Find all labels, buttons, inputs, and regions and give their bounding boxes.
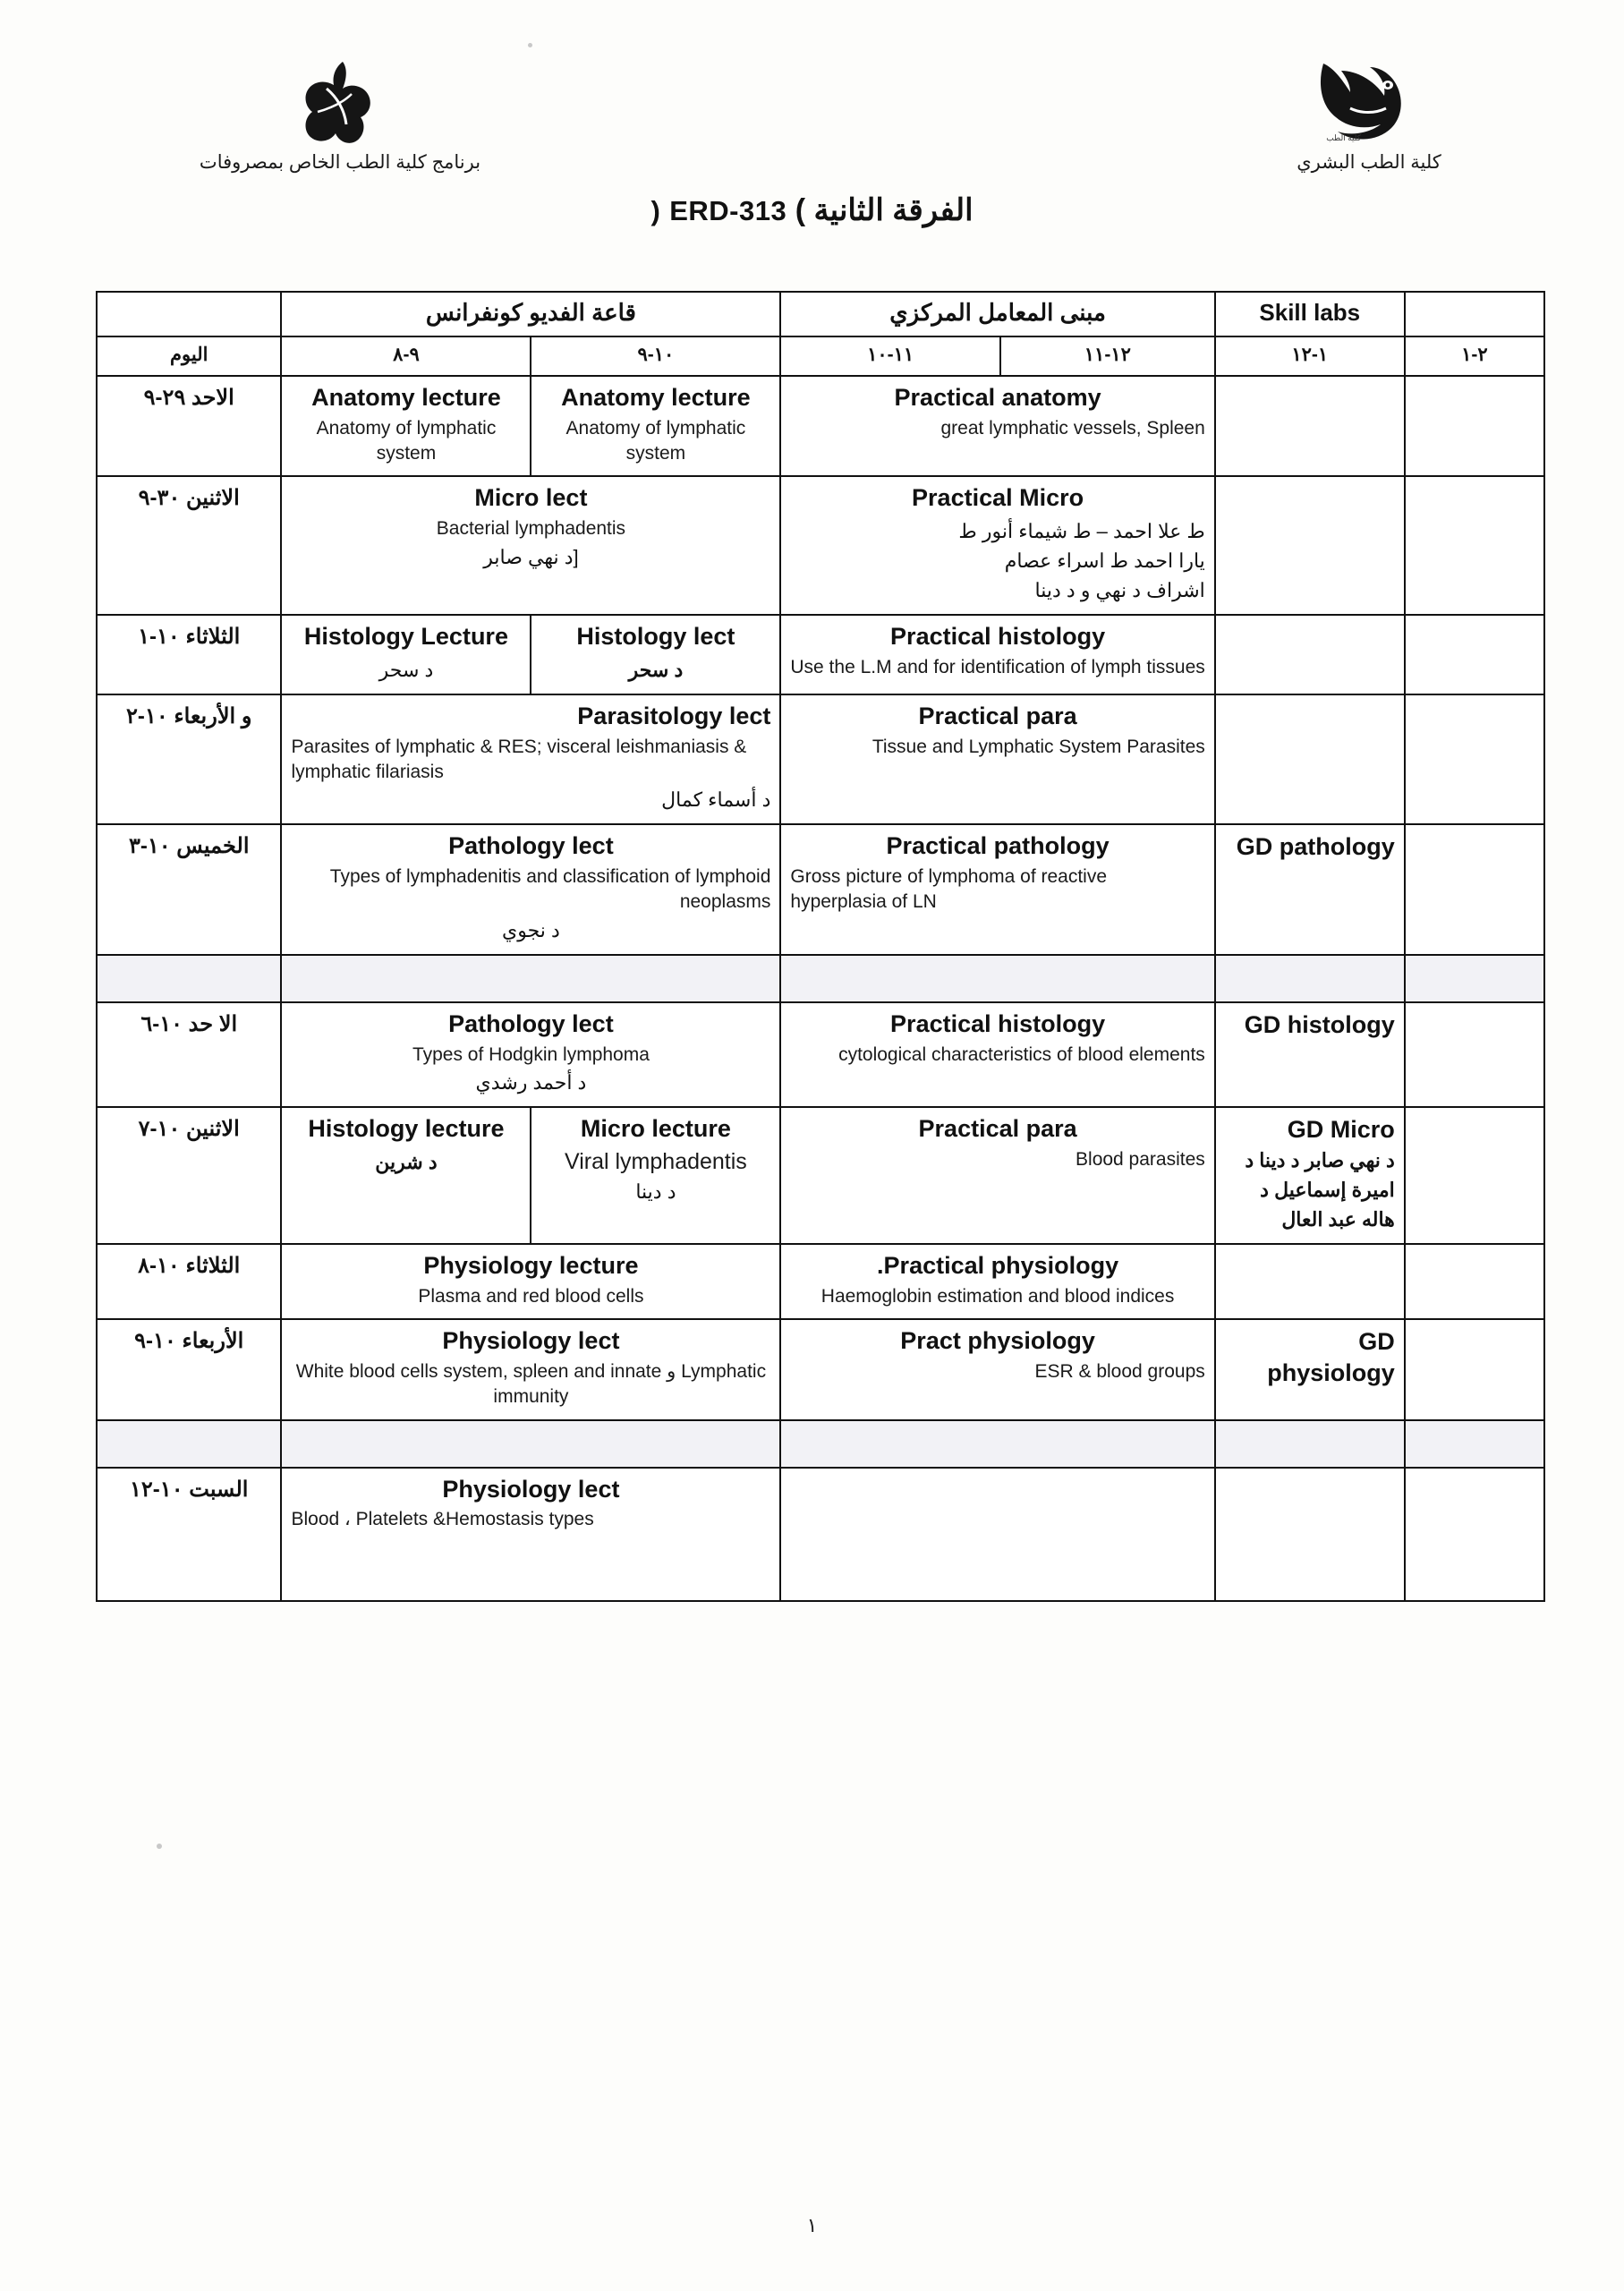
group-header-blank-left xyxy=(1405,292,1544,336)
day-cell: السبت ١٠-١٢ xyxy=(97,1468,281,1601)
skill-lab-1-12-cell xyxy=(1215,694,1405,824)
session-title: Anatomy lecture xyxy=(311,384,501,411)
session-title: Practical histology xyxy=(890,1009,1106,1037)
central-lab-cell xyxy=(780,824,1214,954)
session-title: Histology lecture xyxy=(308,1114,505,1142)
session-title: Practical Micro xyxy=(912,484,1084,512)
video-conf-cell xyxy=(281,824,780,954)
day-cell: الثلاثاء ١٠-٨ xyxy=(97,1244,281,1319)
session-detail: cytological characteristics of blood elements xyxy=(838,1043,1205,1065)
central-lab-cell xyxy=(780,1002,1214,1107)
skill-lab-2-1-cell xyxy=(1405,376,1544,476)
separator-cell xyxy=(1405,955,1544,1002)
separator-cell xyxy=(780,1420,1214,1468)
video-conf-9-8-cell xyxy=(281,1107,531,1244)
session-detail: Lymphatic و White blood cells system, spleen and innate immunity xyxy=(295,1360,767,1408)
session-title: Pathology lect xyxy=(448,1009,614,1037)
skill-lab-2-1-cell xyxy=(1405,1468,1544,1601)
gd-session-staff: د نهي صابر د دينا د اميرة إسماعيل د هاله عبد العال xyxy=(1245,1149,1395,1231)
separator-cell xyxy=(1215,955,1405,1002)
session-detail: Anatomy of lymphatic system xyxy=(565,417,746,464)
week-separator-row xyxy=(97,955,1544,1002)
gd-session-label: GD pathology xyxy=(1236,833,1395,861)
skill-lab-1-12-cell xyxy=(1215,376,1405,476)
table-row xyxy=(97,1244,1544,1319)
table-row xyxy=(97,1468,1544,1601)
separator-cell xyxy=(1215,1420,1405,1468)
session-lecturer: د شرين xyxy=(375,1150,438,1173)
skill-lab-1-12-cell xyxy=(1215,1002,1405,1107)
table-row xyxy=(97,1002,1544,1107)
central-lab-cell xyxy=(780,694,1214,824)
skill-lab-1-12-cell xyxy=(1215,1244,1405,1319)
session-detail: Blood ، Platelets &Hemostasis types xyxy=(291,1509,594,1530)
skill-lab-2-1-cell xyxy=(1405,1244,1544,1319)
session-title: Micro lecture xyxy=(580,1114,731,1142)
video-conf-cell xyxy=(281,694,780,824)
time-header-9-8: ٩-٨ xyxy=(281,336,531,376)
skill-lab-2-1-cell xyxy=(1405,824,1544,954)
table-row xyxy=(97,376,1544,476)
skill-lab-1-12-cell xyxy=(1215,1468,1405,1601)
time-header-2-1: ٢-١ xyxy=(1405,336,1544,376)
session-title: Physiology lect xyxy=(442,1475,620,1503)
faculty-name-right: كلية الطب البشري xyxy=(1297,152,1441,173)
program-name-left: برنامج كلية الطب الخاص بمصروفات xyxy=(199,152,481,173)
schedule-table xyxy=(96,291,1545,1602)
session-title: Anatomy lecture xyxy=(561,384,751,411)
skill-lab-1-12-cell xyxy=(1215,1107,1405,1244)
session-staff-1: ط علا احمد – ط شيماء أنور ط xyxy=(958,520,1205,543)
session-lecturer: د دينا xyxy=(635,1180,676,1204)
day-cell xyxy=(97,694,281,824)
course-code: ERD-313 xyxy=(669,195,787,226)
video-conf-10-9-cell xyxy=(531,1107,780,1244)
session-title: Practical anatomy xyxy=(894,384,1101,411)
video-conf-10-9-cell xyxy=(531,615,780,694)
skill-lab-2-1-cell xyxy=(1405,476,1544,615)
session-title: Histology Lecture xyxy=(303,623,508,651)
page-title xyxy=(0,192,1624,228)
day-cell: الاثنين ٣٠-٩ xyxy=(97,476,281,615)
session-detail: Bacterial lymphadentis xyxy=(436,518,626,540)
central-lab-cell xyxy=(780,1319,1214,1419)
video-conf-cell xyxy=(281,1319,780,1419)
day-cell: الثلاثاء ١٠-١ xyxy=(97,615,281,694)
table-row xyxy=(97,1107,1544,1244)
skill-lab-2-1-cell xyxy=(1405,694,1544,824)
group-header-skill-labs: Skill labs xyxy=(1215,292,1405,336)
table-time-header-row xyxy=(97,336,1544,376)
session-title: Practical physiology. xyxy=(877,1252,1119,1279)
session-title: Practical para xyxy=(918,1114,1077,1142)
session-detail: Types of Hodgkin lymphoma xyxy=(412,1043,650,1065)
video-conf-cell xyxy=(281,1468,780,1601)
day-cell: الا حد ١٠-٦ xyxy=(97,1002,281,1107)
central-lab-cell xyxy=(780,376,1214,476)
skill-lab-1-12-cell xyxy=(1215,824,1405,954)
week-separator-row xyxy=(97,1420,1544,1468)
time-header-12-11: ١٢-١١ xyxy=(1000,336,1215,376)
document-header xyxy=(0,36,1624,215)
session-detail: Types of lymphadenitis and classification of lymphoid neoplasms xyxy=(329,866,771,913)
page-title-paren: ( xyxy=(650,195,661,226)
time-header-1-12: ١-١٢ xyxy=(1215,336,1405,376)
day-cell: الاثنين ١٠-٧ xyxy=(97,1107,281,1244)
video-conf-cell xyxy=(281,1002,780,1107)
table-row xyxy=(97,694,1544,824)
separator-cell xyxy=(780,955,1214,1002)
video-conf-cell xyxy=(281,1244,780,1319)
faculty-header-right xyxy=(1221,54,1517,174)
table-row xyxy=(97,615,1544,694)
session-detail: Plasma and red blood cells xyxy=(418,1285,644,1307)
session-supervisor: اشراف د نهي و د دينا xyxy=(1034,579,1205,602)
page-title-arabic: الفرقة الثانية ) xyxy=(795,193,974,227)
separator-cell xyxy=(1405,1420,1544,1468)
video-conf-cell xyxy=(281,476,780,615)
program-logo-icon xyxy=(134,54,546,148)
separator-cell xyxy=(97,1420,281,1468)
session-detail: Parasites of lymphatic & RES; visceral leishmaniasis & lymphatic filariasis xyxy=(291,736,747,783)
day-cell: الأربعاء ١٠-٩ xyxy=(97,1319,281,1419)
skill-lab-2-1-cell xyxy=(1405,1319,1544,1419)
gd-session-label: GD Micro xyxy=(1287,1115,1395,1143)
session-title: Histology lect xyxy=(576,623,735,651)
gd-session-label: GD histology xyxy=(1244,1010,1395,1038)
time-header-11-10: ١١-١٠ xyxy=(780,336,999,376)
session-title: Parasitology lect xyxy=(577,702,771,729)
session-detail: Viral lymphadentis xyxy=(565,1148,747,1174)
session-title: Micro lect xyxy=(474,484,588,512)
session-title: Physiology lecture xyxy=(423,1252,639,1279)
table-row xyxy=(97,476,1544,615)
speck xyxy=(157,1844,162,1849)
session-staff-2: يارا احمد ط اسراء عصام xyxy=(1004,549,1205,573)
session-lecturer: [د نهي صابر xyxy=(483,545,579,568)
page-number: ١ xyxy=(806,2214,818,2236)
group-header-blank-right xyxy=(97,292,281,336)
video-conf-9-8-cell xyxy=(281,376,531,476)
day-column-header: اليوم xyxy=(97,336,281,376)
video-conf-10-9-cell xyxy=(531,376,780,476)
day-cell: الاحد ٢٩-٩ xyxy=(97,376,281,476)
skill-lab-2-1-cell xyxy=(1405,1002,1544,1107)
central-lab-cell xyxy=(780,1468,1214,1601)
central-lab-cell xyxy=(780,1244,1214,1319)
skill-lab-1-12-cell xyxy=(1215,476,1405,615)
video-conf-9-8-cell xyxy=(281,615,531,694)
session-detail: Haemoglobin estimation and blood indices xyxy=(821,1285,1175,1307)
group-header-video-conference: قاعة الفديو كونفرانس xyxy=(281,292,780,336)
session-title: Practical pathology xyxy=(886,832,1110,860)
group-header-central-labs: مبنى المعامل المركزي xyxy=(780,292,1214,336)
session-lecturer: د أحمد رشدي xyxy=(475,1070,587,1094)
session-lecturer: د أسماء كمال xyxy=(661,788,771,812)
session-detail: ESR & blood groups xyxy=(1034,1360,1205,1382)
skill-lab-2-1-cell xyxy=(1405,1107,1544,1244)
faculty-logo-icon xyxy=(1221,54,1517,148)
session-title: Practical histology xyxy=(890,623,1106,651)
day-mark: و xyxy=(241,703,252,728)
central-lab-cell xyxy=(780,615,1214,694)
svg-text:كلية الطب: كلية الطب xyxy=(1326,133,1361,142)
central-lab-cell xyxy=(780,476,1214,615)
session-lecturer: د سحر xyxy=(378,658,434,681)
skill-lab-2-1-cell xyxy=(1405,615,1544,694)
session-lecturer: د نجوي xyxy=(502,918,560,941)
session-title: Pract physiology xyxy=(900,1327,1095,1355)
table-group-header-row xyxy=(97,292,1544,336)
program-header-left xyxy=(134,54,546,174)
central-lab-cell xyxy=(780,1107,1214,1244)
session-detail: Gross picture of lymphoma of reactive hyperplasia of LN xyxy=(790,866,1108,913)
session-detail: Blood parasites xyxy=(1076,1148,1205,1170)
skill-lab-1-12-cell xyxy=(1215,1319,1405,1419)
session-title: Practical para xyxy=(918,702,1077,729)
session-detail: Tissue and Lymphatic System Parasites xyxy=(872,736,1205,757)
separator-cell xyxy=(281,1420,780,1468)
day-cell: الخميس ١٠-٣ xyxy=(97,824,281,954)
session-lecturer: د سحر xyxy=(628,658,684,681)
day-label: الأربعاء ١٠-٢ xyxy=(126,703,236,728)
session-detail: Anatomy of lymphatic system xyxy=(316,417,497,464)
session-detail: Use the L.M and for identification of lymph tissues xyxy=(790,656,1205,677)
session-detail: great lymphatic vessels, Spleen xyxy=(940,417,1205,439)
separator-cell xyxy=(281,955,780,1002)
separator-cell xyxy=(97,955,281,1002)
session-title: Pathology lect xyxy=(448,832,614,860)
time-header-10-9: ١٠-٩ xyxy=(531,336,780,376)
skill-lab-1-12-cell xyxy=(1215,615,1405,694)
gd-session-label: GD physiology xyxy=(1267,1328,1395,1387)
table-row xyxy=(97,1319,1544,1419)
session-title: Physiology lect xyxy=(442,1327,620,1355)
table-row xyxy=(97,824,1544,954)
